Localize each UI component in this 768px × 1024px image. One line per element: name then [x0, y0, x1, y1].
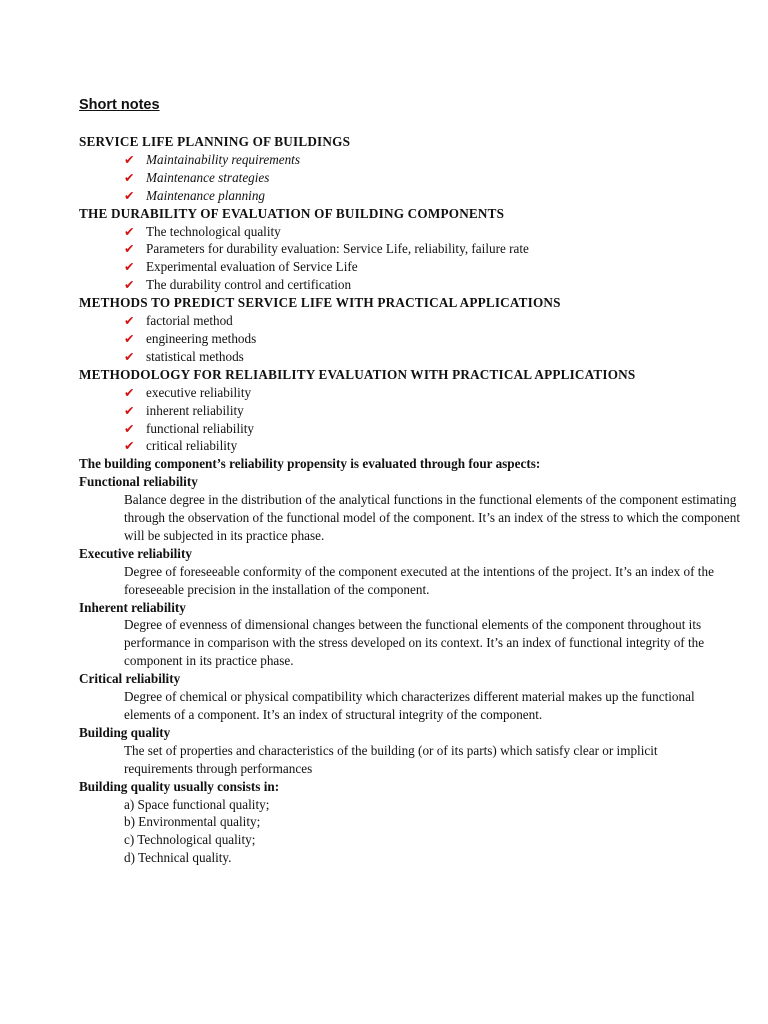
definition-text: Degree of chemical or physical compatibility which characterizes different material makes up the functional elements of a component. It’s an index of structural integrity of the component.: [124, 689, 695, 722]
list-item: [124, 420, 739, 438]
definition-text: Degree of evenness of dimensional changes between the functional elements of the component throughout its performance in comparison with the stress developed on its context. It’s an index of functional integrity of the component in its practice phase.: [124, 617, 705, 669]
definition-term: Executive reliability: [79, 545, 192, 561]
list-item-text: inherent reliability: [146, 402, 244, 418]
list-item: a) Space functional quality;: [124, 796, 270, 812]
list-item: [124, 348, 739, 366]
checkmark-icon: ✔: [124, 277, 135, 293]
section-heading: THE DURABILITY OF EVALUATION OF BUILDING COMPONENTS: [79, 205, 505, 221]
list-item-text: Maintenance planning: [146, 187, 266, 203]
definition-text: Degree of foreseeable conformity of the component executed at the intentions of the project. It’s an index of the foreseeable precision in the installation of the component.: [124, 563, 714, 597]
checkmark-icon: ✔: [124, 187, 135, 203]
checklist: [79, 151, 739, 205]
checkmark-icon: ✔: [124, 348, 135, 364]
list-item: [124, 240, 739, 258]
checkmark-icon: ✔: [124, 223, 135, 239]
list-item: c) Technological quality;: [124, 832, 256, 848]
checklist: [79, 384, 739, 456]
list-item: b) Environmental quality;: [124, 814, 261, 830]
list-item: [124, 223, 739, 241]
list-item: [124, 258, 739, 276]
section-heading: METHODS TO PREDICT SERVICE LIFE WITH PRACTICAL APPLICATIONS: [79, 295, 561, 311]
list-item-text: Maintenance strategies: [146, 169, 270, 185]
checkmark-icon: ✔: [124, 420, 135, 436]
definition-term: Inherent reliability: [79, 599, 186, 615]
list-item-text: Parameters for durability evaluation: Service Life, reliability, failure rate: [146, 241, 529, 257]
list-item-text: statistical methods: [146, 348, 244, 364]
list-item-text: factorial method: [146, 313, 233, 329]
checkmark-icon: ✔: [124, 259, 135, 275]
list-item: [124, 169, 739, 187]
list-item: [124, 312, 739, 330]
checkmark-icon: ✔: [124, 241, 135, 257]
checkmark-icon: ✔: [124, 313, 135, 329]
checklist: [79, 223, 739, 295]
list-item: [124, 330, 739, 348]
list-item: d) Technical quality.: [124, 850, 232, 866]
section-heading: SERVICE LIFE PLANNING OF BUILDINGS: [79, 134, 351, 149]
list-item-text: The technological quality: [146, 223, 281, 239]
checkmark-icon: ✔: [124, 151, 135, 167]
quality-list: [79, 796, 739, 868]
checkmark-icon: ✔: [124, 330, 135, 346]
definition-term: Functional reliability: [79, 474, 198, 490]
list-item: [124, 402, 739, 420]
list-item-text: critical reliability: [146, 438, 238, 454]
definition-text: Balance degree in the distribution of the analytical functions in the functional elements of the component estimating through the observation of the functional model of the component. It’s an index of the stress to which the component will be subjected in its practice phase.: [124, 492, 741, 543]
intro-statement: The building component’s reliability propensity is evaluated through four aspects:: [79, 456, 541, 472]
section-heading: METHODOLOGY FOR RELIABILITY EVALUATION WITH PRACTICAL APPLICATIONS: [79, 366, 636, 382]
quality-heading: Building quality usually consists in:: [79, 778, 280, 794]
list-item-text: functional reliability: [146, 420, 255, 436]
list-item: [124, 151, 739, 169]
checkmark-icon: ✔: [124, 384, 135, 400]
list-item-text: The durability control and certification: [146, 277, 352, 293]
document-page: [79, 95, 739, 867]
list-item-text: executive reliability: [146, 384, 252, 400]
list-item-text: engineering methods: [146, 330, 257, 346]
checklist: [79, 312, 739, 366]
page-title: Short notes: [79, 97, 160, 113]
list-item-text: Experimental evaluation of Service Life: [146, 259, 358, 275]
checkmark-icon: ✔: [124, 438, 135, 454]
list-item: [124, 276, 739, 294]
list-item: [124, 384, 739, 402]
list-item: [124, 187, 739, 205]
checkmark-icon: ✔: [124, 402, 135, 418]
definition-term: Building quality: [79, 724, 171, 740]
definition-text: The set of properties and characteristics of the building (or of its parts) which satisfy clear or implicit requirements through performances: [124, 742, 658, 776]
definition-term: Critical reliability: [79, 671, 181, 687]
checkmark-icon: ✔: [124, 169, 135, 185]
list-item: [124, 437, 739, 455]
list-item-text: Maintainability requirements: [146, 151, 300, 167]
